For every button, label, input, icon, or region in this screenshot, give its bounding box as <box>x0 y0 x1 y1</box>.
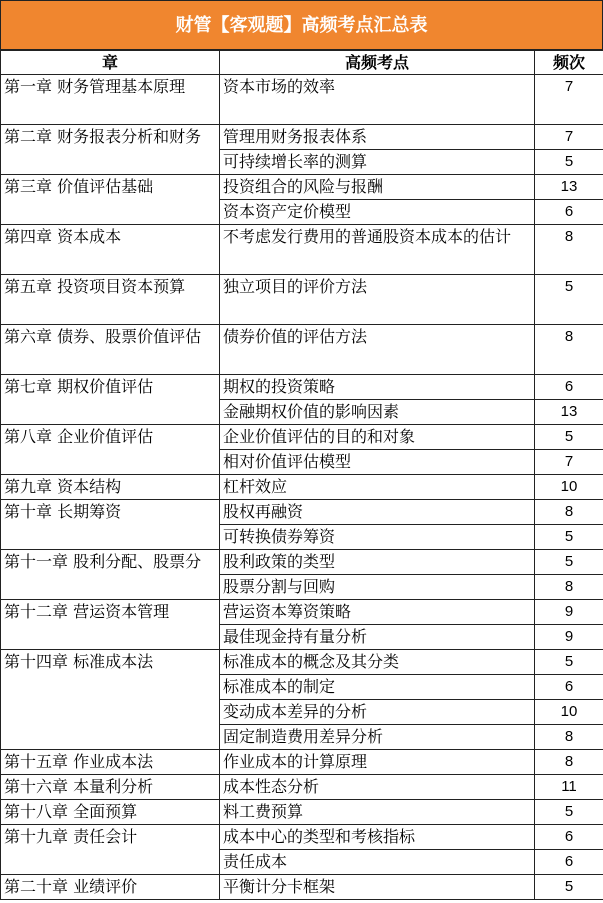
point-cell: 不考虑发行费用的普通股资本成本的估计 <box>220 225 535 275</box>
table-row <box>1 375 603 400</box>
frequency-cell: 8 <box>535 500 603 525</box>
point-cell: 相对价值评估模型 <box>220 450 535 475</box>
table-row <box>1 325 603 375</box>
point-cell: 股利政策的类型 <box>220 550 535 575</box>
frequency-cell: 7 <box>535 75 603 125</box>
chapter-cell: 第十六章 本量利分析 <box>1 775 220 800</box>
table-row <box>1 750 603 775</box>
point-cell: 期权的投资策略 <box>220 375 535 400</box>
frequency-cell: 6 <box>535 375 603 400</box>
point-cell: 责任成本 <box>220 850 535 875</box>
frequency-cell: 6 <box>535 825 603 850</box>
hot-points-table <box>0 50 603 900</box>
point-cell: 股权再融资 <box>220 500 535 525</box>
table-body <box>1 75 603 900</box>
frequency-cell: 7 <box>535 450 603 475</box>
frequency-cell: 8 <box>535 575 603 600</box>
frequency-cell: 5 <box>535 550 603 575</box>
table-row <box>1 650 603 675</box>
frequency-cell: 7 <box>535 125 603 150</box>
table-row <box>1 75 603 125</box>
chapter-cell: 第二章 财务报表分析和财务 <box>1 125 220 175</box>
point-cell: 固定制造费用差异分析 <box>220 725 535 750</box>
chapter-cell: 第五章 投资项目资本预算 <box>1 275 220 325</box>
table-row <box>1 175 603 200</box>
frequency-cell: 10 <box>535 700 603 725</box>
chapter-cell: 第十五章 作业成本法 <box>1 750 220 775</box>
frequency-cell: 5 <box>535 800 603 825</box>
frequency-cell: 11 <box>535 775 603 800</box>
chapter-cell: 第十二章 营运资本管理 <box>1 600 220 650</box>
chapter-cell: 第六章 债券、股票价值评估 <box>1 325 220 375</box>
point-cell: 资本资产定价模型 <box>220 200 535 225</box>
frequency-cell: 8 <box>535 225 603 275</box>
frequency-cell: 8 <box>535 725 603 750</box>
point-cell: 资本市场的效率 <box>220 75 535 125</box>
point-cell: 成本性态分析 <box>220 775 535 800</box>
point-cell: 标准成本的概念及其分类 <box>220 650 535 675</box>
frequency-cell: 5 <box>535 525 603 550</box>
point-cell: 可转换债券筹资 <box>220 525 535 550</box>
header-point: 高频考点 <box>220 51 535 75</box>
table-row <box>1 775 603 800</box>
frequency-cell: 5 <box>535 650 603 675</box>
frequency-cell: 9 <box>535 600 603 625</box>
chapter-cell: 第十章 长期筹资 <box>1 500 220 550</box>
chapter-cell: 第七章 期权价值评估 <box>1 375 220 425</box>
point-cell: 投资组合的风险与报酬 <box>220 175 535 200</box>
frequency-cell: 6 <box>535 675 603 700</box>
table-title: 财管【客观题】高频考点汇总表 <box>0 0 603 50</box>
frequency-cell: 6 <box>535 200 603 225</box>
point-cell: 杠杆效应 <box>220 475 535 500</box>
table-row <box>1 425 603 450</box>
table-row <box>1 825 603 850</box>
frequency-cell: 6 <box>535 850 603 875</box>
point-cell: 标准成本的制定 <box>220 675 535 700</box>
point-cell: 营运资本筹资策略 <box>220 600 535 625</box>
chapter-cell: 第一章 财务管理基本原理 <box>1 75 220 125</box>
point-cell: 最佳现金持有量分析 <box>220 625 535 650</box>
table-row <box>1 800 603 825</box>
point-cell: 料工费预算 <box>220 800 535 825</box>
chapter-cell: 第四章 资本成本 <box>1 225 220 275</box>
point-cell: 管理用财务报表体系 <box>220 125 535 150</box>
chapter-cell: 第二十章 业绩评价 <box>1 875 220 900</box>
table-row <box>1 225 603 275</box>
frequency-cell: 10 <box>535 475 603 500</box>
header-row <box>1 51 603 75</box>
header-chapter: 章 <box>1 51 220 75</box>
chapter-cell: 第十一章 股利分配、股票分 <box>1 550 220 600</box>
point-cell: 成本中心的类型和考核指标 <box>220 825 535 850</box>
frequency-cell: 8 <box>535 750 603 775</box>
chapter-cell: 第十八章 全面预算 <box>1 800 220 825</box>
point-cell: 变动成本差异的分析 <box>220 700 535 725</box>
table-row <box>1 500 603 525</box>
frequency-cell: 5 <box>535 425 603 450</box>
frequency-cell: 13 <box>535 175 603 200</box>
chapter-cell: 第十四章 标准成本法 <box>1 650 220 750</box>
frequency-cell: 13 <box>535 400 603 425</box>
point-cell: 可持续增长率的测算 <box>220 150 535 175</box>
point-cell: 金融期权价值的影响因素 <box>220 400 535 425</box>
chapter-cell: 第十九章 责任会计 <box>1 825 220 875</box>
point-cell: 独立项目的评价方法 <box>220 275 535 325</box>
table-row <box>1 275 603 325</box>
chapter-cell: 第三章 价值评估基础 <box>1 175 220 225</box>
frequency-cell: 8 <box>535 325 603 375</box>
chapter-cell: 第九章 资本结构 <box>1 475 220 500</box>
table-row <box>1 875 603 900</box>
frequency-cell: 9 <box>535 625 603 650</box>
point-cell: 平衡计分卡框架 <box>220 875 535 900</box>
point-cell: 股票分割与回购 <box>220 575 535 600</box>
frequency-cell: 5 <box>535 275 603 325</box>
point-cell: 作业成本的计算原理 <box>220 750 535 775</box>
frequency-cell: 5 <box>535 875 603 900</box>
frequency-cell: 5 <box>535 150 603 175</box>
point-cell: 企业价值评估的目的和对象 <box>220 425 535 450</box>
table-row <box>1 550 603 575</box>
table-row <box>1 600 603 625</box>
table-row <box>1 475 603 500</box>
header-frequency: 频次 <box>535 51 603 75</box>
table-row <box>1 125 603 150</box>
point-cell: 债券价值的评估方法 <box>220 325 535 375</box>
chapter-cell: 第八章 企业价值评估 <box>1 425 220 475</box>
